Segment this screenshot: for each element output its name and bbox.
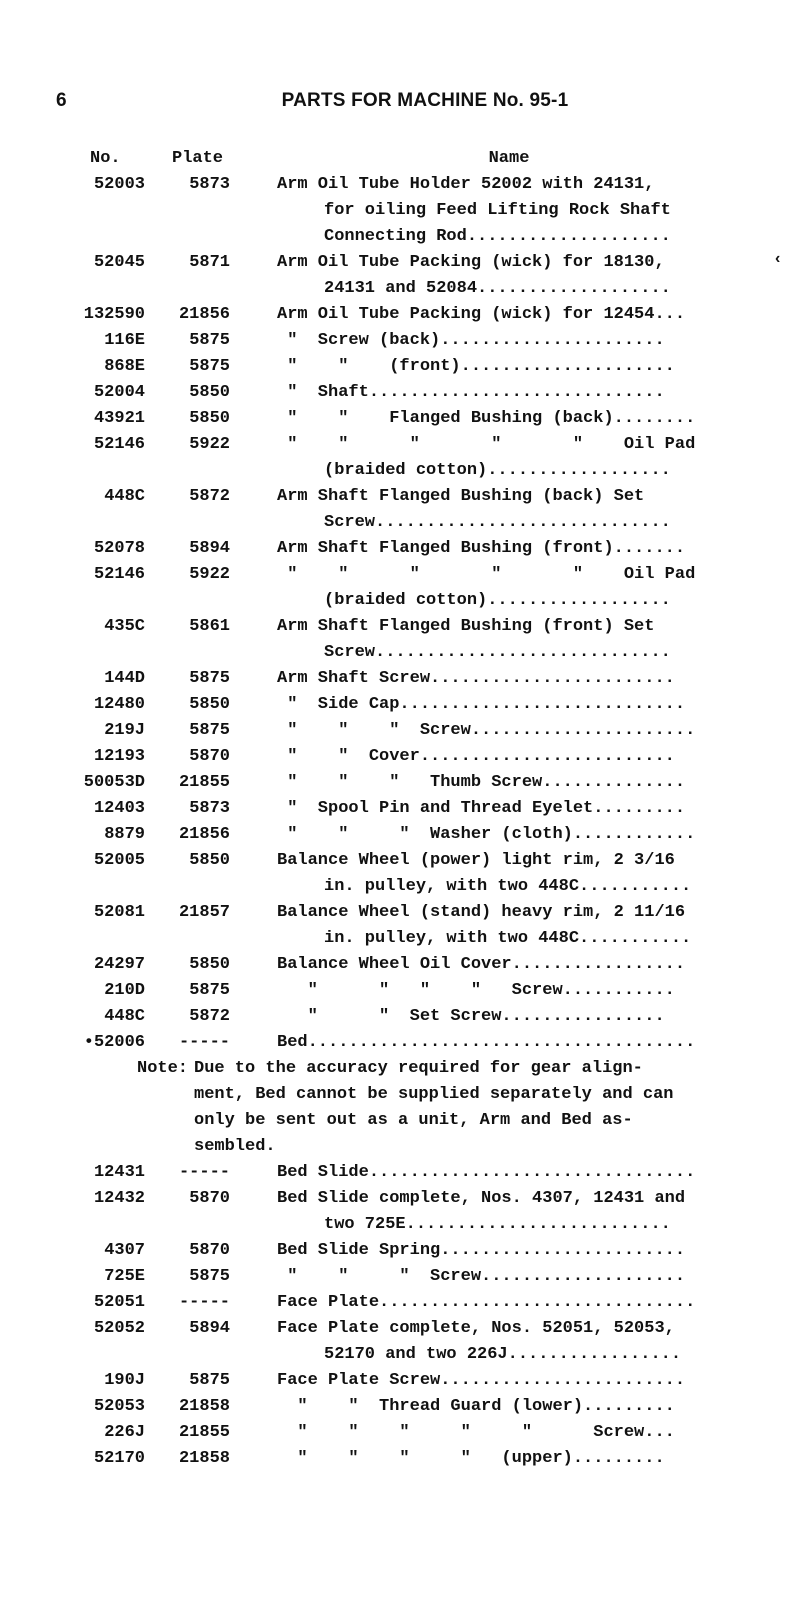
- plate-number: 5870: [189, 1241, 230, 1260]
- plate-number: 5875: [189, 981, 230, 1000]
- part-name: Arm Shaft Flanged Bushing (front).......: [277, 539, 686, 558]
- plate-number: 5871: [189, 253, 230, 272]
- table-row: [0, 536, 800, 562]
- plate-number: 5850: [189, 695, 230, 714]
- plate-number: 5875: [189, 1371, 230, 1390]
- plate-number: 21858: [178, 1449, 230, 1468]
- plate-number: -----: [178, 1163, 230, 1182]
- part-name: " " Set Screw................: [277, 1007, 665, 1026]
- table-row: [0, 1420, 800, 1446]
- table-row: [0, 718, 800, 744]
- plate-number: 21856: [178, 825, 230, 844]
- part-name: Screw.............................: [324, 513, 671, 532]
- table-row: [0, 614, 800, 640]
- part-name: Arm Shaft Screw........................: [277, 669, 675, 688]
- parts-table: [0, 146, 800, 1472]
- part-name: Bed Slide complete, Nos. 4307, 12431 and: [277, 1189, 686, 1208]
- part-number: 4307: [104, 1241, 145, 1260]
- table-row: [0, 380, 800, 406]
- part-number: 116E: [104, 331, 145, 350]
- part-name: " " " Washer (cloth)............: [277, 825, 696, 844]
- note-row: [0, 1056, 800, 1082]
- part-number: 24297: [93, 955, 145, 974]
- part-number: 12403: [93, 799, 145, 818]
- table-row: [0, 796, 800, 822]
- table-row: [0, 250, 800, 276]
- plate-number: 5870: [189, 1189, 230, 1208]
- part-name: " Spool Pin and Thread Eyelet.........: [277, 799, 686, 818]
- note-label: Note:: [137, 1059, 189, 1078]
- part-name: Face Plate complete, Nos. 52051, 52053,: [277, 1319, 675, 1338]
- part-number: 12193: [93, 747, 145, 766]
- plate-number: -----: [178, 1293, 230, 1312]
- part-name: 24131 and 52084...................: [324, 279, 671, 298]
- part-number: 219J: [104, 721, 145, 740]
- part-name: " " " Screw......................: [277, 721, 696, 740]
- part-name: " " " Thumb Screw..............: [277, 773, 686, 792]
- table-row: [0, 1030, 800, 1056]
- part-name: " " " " " Oil Pad: [277, 435, 696, 454]
- table-row: [0, 1238, 800, 1264]
- table-row: [0, 1316, 800, 1342]
- table-row: [0, 1394, 800, 1420]
- part-name: " " " " " Screw...: [277, 1423, 675, 1442]
- part-number: 210D: [104, 981, 145, 1000]
- plate-number: 5870: [189, 747, 230, 766]
- margin-scan-mark: ‹: [775, 250, 781, 267]
- part-number: 12480: [93, 695, 145, 714]
- part-number: 50053D: [83, 773, 145, 792]
- part-name: Bed......................................: [277, 1033, 696, 1052]
- page-number: 6: [56, 90, 67, 111]
- part-number: 52003: [93, 175, 145, 194]
- part-name: " Screw (back)......................: [277, 331, 665, 350]
- part-name: Arm Oil Tube Holder 52002 with 24131,: [277, 175, 655, 194]
- table-row-continuation: [0, 1212, 800, 1238]
- plate-number: 5875: [189, 721, 230, 740]
- table-row-continuation: [0, 588, 800, 614]
- plate-number: 5894: [189, 1319, 230, 1338]
- table-row: [0, 406, 800, 432]
- plate-number: 5894: [189, 539, 230, 558]
- part-name: " " " " (upper).........: [277, 1449, 665, 1468]
- table-row: [0, 302, 800, 328]
- table-row: [0, 432, 800, 458]
- part-number: 52170: [93, 1449, 145, 1468]
- note-line: only be sent out as a unit, Arm and Bed as-: [194, 1111, 633, 1130]
- part-name: " " (front).....................: [277, 357, 675, 376]
- table-row: [0, 744, 800, 770]
- plate-number: 5850: [189, 409, 230, 428]
- part-name: Face Plate...............................: [277, 1293, 696, 1312]
- part-name: (braided cotton)..................: [324, 461, 671, 480]
- part-name: Balance Wheel (power) light rim, 2 3/16: [277, 851, 675, 870]
- plate-number: 21858: [178, 1397, 230, 1416]
- header-plate: Plate: [172, 149, 224, 168]
- note-line: ment, Bed cannot be supplied separately and can: [194, 1085, 674, 1104]
- part-name: " " " " " Oil Pad: [277, 565, 696, 584]
- note-line: sembled.: [194, 1137, 276, 1156]
- part-name: Balance Wheel Oil Cover.................: [277, 955, 686, 974]
- table-row: [0, 328, 800, 354]
- plate-number: 21856: [178, 305, 230, 324]
- table-header: [0, 146, 800, 172]
- table-row: [0, 692, 800, 718]
- part-number: 435C: [104, 617, 145, 636]
- part-number: 52051: [93, 1293, 145, 1312]
- note-row: [0, 1108, 800, 1134]
- table-row: [0, 1004, 800, 1030]
- part-name: " " Cover.........................: [277, 747, 675, 766]
- table-row: [0, 666, 800, 692]
- part-name: Bed Slide................................: [277, 1163, 696, 1182]
- part-name: Screw.............................: [324, 643, 671, 662]
- table-row: [0, 1446, 800, 1472]
- part-number: 226J: [104, 1423, 145, 1442]
- plate-number: 5872: [189, 487, 230, 506]
- part-name: two 725E..........................: [324, 1215, 671, 1234]
- part-number: 190J: [104, 1371, 145, 1390]
- plate-number: 5850: [189, 383, 230, 402]
- table-row-continuation: [0, 510, 800, 536]
- note-row: [0, 1134, 800, 1160]
- table-row: [0, 1290, 800, 1316]
- part-name: Balance Wheel (stand) heavy rim, 2 11/16: [277, 903, 686, 922]
- part-number: 868E: [104, 357, 145, 376]
- part-name: Face Plate Screw........................: [277, 1371, 686, 1390]
- table-row: [0, 848, 800, 874]
- part-number: 52004: [93, 383, 145, 402]
- plate-number: -----: [178, 1033, 230, 1052]
- page-title: PARTS FOR MACHINE No. 95-1: [281, 90, 569, 111]
- part-number: 52053: [93, 1397, 145, 1416]
- part-name: Connecting Rod....................: [324, 227, 671, 246]
- part-name: Arm Shaft Flanged Bushing (back) Set: [277, 487, 645, 506]
- plate-number: 5922: [189, 435, 230, 454]
- plate-number: 5861: [189, 617, 230, 636]
- part-number: 8879: [104, 825, 145, 844]
- part-number: 725E: [104, 1267, 145, 1286]
- part-name: in. pulley, with two 448C...........: [324, 877, 692, 896]
- part-name: " " Thread Guard (lower).........: [277, 1397, 675, 1416]
- plate-number: 5875: [189, 1267, 230, 1286]
- part-name: Arm Oil Tube Packing (wick) for 18130,: [277, 253, 665, 272]
- part-number: 52005: [93, 851, 145, 870]
- part-number: 52146: [93, 565, 145, 584]
- table-row: [0, 770, 800, 796]
- table-row: [0, 172, 800, 198]
- part-name: 52170 and two 226J.................: [324, 1345, 682, 1364]
- table-row-continuation: [0, 874, 800, 900]
- part-number: 52078: [93, 539, 145, 558]
- table-row: [0, 484, 800, 510]
- table-row: [0, 900, 800, 926]
- table-row-continuation: [0, 276, 800, 302]
- part-number: 52146: [93, 435, 145, 454]
- part-name: in. pulley, with two 448C...........: [324, 929, 692, 948]
- table-row: [0, 354, 800, 380]
- part-number: 52052: [93, 1319, 145, 1338]
- part-name: " " " " Screw...........: [277, 981, 675, 1000]
- plate-number: 5875: [189, 669, 230, 688]
- part-name: Arm Shaft Flanged Bushing (front) Set: [277, 617, 655, 636]
- part-number: 132590: [83, 305, 145, 324]
- part-number: 52081: [93, 903, 145, 922]
- part-name: " Side Cap............................: [277, 695, 686, 714]
- part-name: (braided cotton)..................: [324, 591, 671, 610]
- table-row: [0, 1368, 800, 1394]
- note-row: [0, 1082, 800, 1108]
- plate-number: 5850: [189, 851, 230, 870]
- plate-number: 5873: [189, 175, 230, 194]
- part-name: " " Flanged Bushing (back)........: [277, 409, 696, 428]
- part-number: •52006: [83, 1033, 145, 1052]
- part-name: Bed Slide Spring........................: [277, 1241, 686, 1260]
- table-row-continuation: [0, 926, 800, 952]
- plate-number: 21855: [178, 1423, 230, 1442]
- note-line: Due to the accuracy required for gear align-: [194, 1059, 643, 1078]
- plate-number: 5875: [189, 331, 230, 350]
- part-name: for oiling Feed Lifting Rock Shaft: [324, 201, 671, 220]
- table-row: [0, 822, 800, 848]
- table-row-continuation: [0, 640, 800, 666]
- part-number: 12431: [93, 1163, 145, 1182]
- plate-number: 21857: [178, 903, 230, 922]
- plate-number: 5850: [189, 955, 230, 974]
- table-row-continuation: [0, 224, 800, 250]
- table-row-continuation: [0, 198, 800, 224]
- table-row: [0, 952, 800, 978]
- part-number: 448C: [104, 1007, 145, 1026]
- part-number: 144D: [104, 669, 145, 688]
- table-row-continuation: [0, 1342, 800, 1368]
- part-name: " " " Screw....................: [277, 1267, 686, 1286]
- table-row: [0, 1264, 800, 1290]
- table-row-continuation: [0, 458, 800, 484]
- part-name: " Shaft.............................: [277, 383, 665, 402]
- part-number: 12432: [93, 1189, 145, 1208]
- table-row: [0, 978, 800, 1004]
- plate-number: 5872: [189, 1007, 230, 1026]
- part-number: 43921: [93, 409, 145, 428]
- plate-number: 21855: [178, 773, 230, 792]
- table-row: [0, 1160, 800, 1186]
- plate-number: 5922: [189, 565, 230, 584]
- table-row: [0, 562, 800, 588]
- part-number: 52045: [93, 253, 145, 272]
- part-number: 448C: [104, 487, 145, 506]
- header-name: Name: [488, 149, 530, 168]
- table-row: [0, 1186, 800, 1212]
- part-name: Arm Oil Tube Packing (wick) for 12454...: [277, 305, 686, 324]
- plate-number: 5875: [189, 357, 230, 376]
- plate-number: 5873: [189, 799, 230, 818]
- header-no: No.: [90, 149, 121, 168]
